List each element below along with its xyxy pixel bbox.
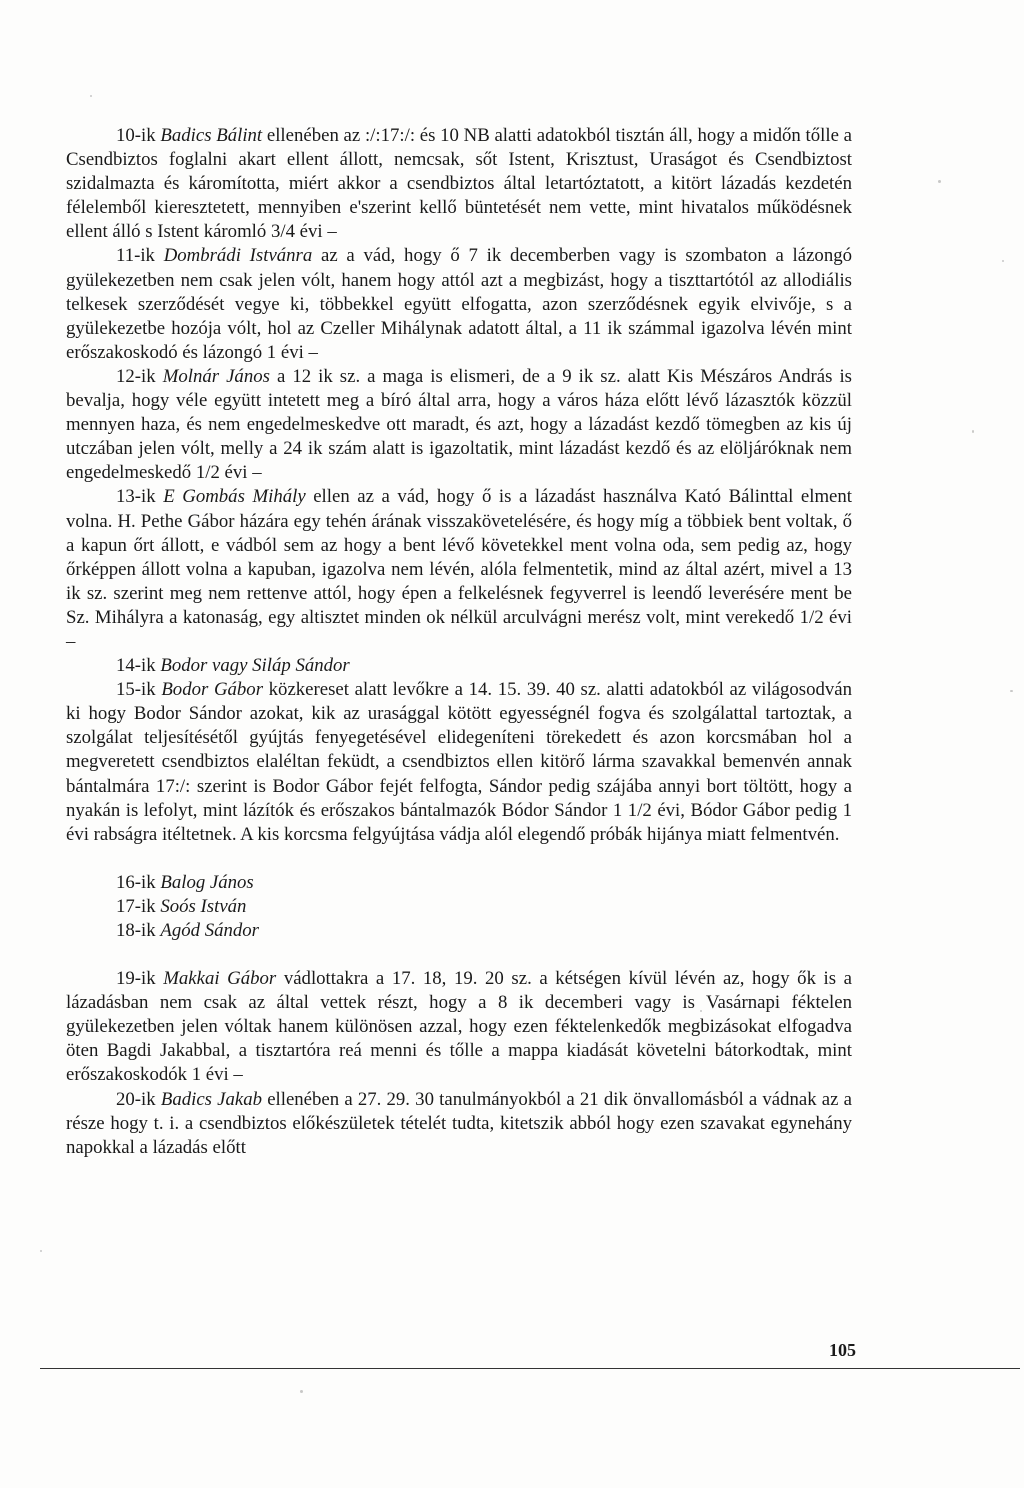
paragraph-10: [66, 124, 852, 244]
person-name: Agód Sándor: [160, 920, 259, 941]
paragraph-text: vádlottakra a 17. 18, 19. 20 sz. a kétségen kívül lévén az, hogy ők is a lázadásban nem csak az által vettek részt, hogy a 8 ik decemberi vagy is Vasárnapi féktelen gyülekezetben jelen vóltak hanem különösen azzal, hogy ezen féktelenkedők megbizásokat elfogadva öten Bagdi Jakabbal, a tisztartóra reá menni és tőlle a mappa kiadását követelni bátorkodtak, mint erőszakoskodók 1 évi –: [66, 968, 853, 1086]
entry-number: 16-ik: [116, 871, 156, 893]
entry-number: 14-ik: [116, 655, 156, 677]
person-name: Makkai Gábor: [163, 968, 277, 990]
list-item: [66, 895, 852, 919]
list-item: [66, 919, 852, 943]
paragraph-text: közkereset alatt levőkre a 14. 15. 39. 40 sz. alatti adatokból az világosodván ki hogy Bodor Sándor azokat, kik az urasággal kötött egyességnél fogva és szolgálattal tartoztak, a szolgálat teljesítésétől gyújtás fenyegetésével elidegeníteni törekedett és azon korcsmában hol a megveretett csendbiztos elaléltan feküdt, a csendbiztos ellen kitörő lárma szavakkal bemenvén annak bántalmára 17:/: szerint is Bodor Gábor fejét felfogta, Sándor pedig szájába annyi bort töltött, hogy a nyakán is lefolyt, mint lázítók és erőszakos bántalmazók Bódor Sándor 1 1/2 évi, Bódor Gábor pedig 1 évi rabságra itéltetnek. A kis korcsma felgyújtása vádja alól elegendő próbák hijánya miatt felmentvén.: [66, 679, 852, 845]
person-name: Molnár János: [162, 365, 270, 387]
scan-speck: [938, 180, 941, 183]
paragraph-text: ellenében a 27. 29. 30 tanulmányokból a 21 dik önvallomásból a vádnak az a része hogy t. i. a csendbiztos előkészületek tételét tudta, kitetszik abból hogy ezen szavakat egynehány napokkal a lázadás előtt: [66, 1088, 852, 1158]
entry-number: 19-ik: [116, 968, 156, 990]
scan-speck: [972, 430, 974, 433]
person-name: Soós István: [160, 895, 247, 917]
scan-speck: [1002, 260, 1004, 262]
entry-number: 10-ik: [116, 125, 156, 146]
paragraph-text: ellen az a vád, hogy ő is a lázadást használva Kató Bálinttal elment volna. H. Pethe Gábor házára egy tehén árának visszakövetelésére, és hogy míg a többiek bent voltak, ő a kapun őrt állott, e vádból sem az hogy a bent lévő követekkel ment volna oda, sem pedig az, hogy őrképpen állott volna a kapuban, igazolva nem lévén, alóla felmentetik, mind az által azért, mivel a 13 ik sz. szerint meg nem rettenve attól, hogy épen a felkelésnek fegyverrel is leendő leverésére ment be Sz. Mihályra a katonaság, egy altisztet minden ok nélkül arculvágni merész volt, mint verekedő 1/2 évi –: [66, 486, 852, 652]
body-text: [66, 124, 852, 1160]
entry-number: 18-ik: [116, 920, 156, 941]
paragraph-20: [66, 1088, 852, 1160]
entry-number: 13-ik: [116, 486, 156, 508]
paragraph-15: [66, 678, 852, 847]
bottom-rule: [40, 1368, 1020, 1369]
scan-speck: [300, 1390, 303, 1393]
person-name: Dombrádi Istvánra: [163, 245, 313, 267]
paragraph-text: az a vád, hogy ő 7 ik decemberben vagy is szombaton a lázongó gyülekezetben nem csak jelen vólt, hanem hogy attól azt a megbizást, hogy a tiszttartótól az allodiális telkesek szerződését vegye ki, többekkel együtt elfogatta, azon szerződésnek egyik elvivője, s a gyülekezetbe hozója vólt, hol az Czeller Mihálynak adatott által, a 11 ik számmal igazolva lévén mint erőszakoskodó és lázongó 1 évi –: [66, 245, 852, 363]
scan-speck: [90, 95, 92, 97]
person-name: Balog János: [160, 871, 254, 893]
paragraph-11: [66, 244, 852, 364]
person-name: E Gombás Mihály: [163, 486, 306, 508]
entry-number: 12-ik: [116, 365, 156, 387]
paragraph-text: ellenében az :/:17:/: és 10 NB alatti adatokból tisztán áll, hogy a midőn tőlle a Csendbiztos foglalni akart ellent állott, nemcsak, sőt Istent, Krisztust, Uraságot és Csendbiztost szidalmazta és káromította, miért akkor a csendbiztos által letartóztatott, a kitört lázadás kezdetén félelemből kieresztetett, mennyiben e'szerint kellő büntetését nem vette, mint hivatalos működésnek ellent álló s Istent káromló 3/4 évi –: [66, 125, 852, 243]
entry-number: 11-ik: [116, 245, 155, 267]
person-name: Bodor Gábor: [161, 679, 263, 701]
list-item: [66, 871, 852, 895]
entry-number: 17-ik: [116, 895, 156, 917]
entry-number: 20-ik: [116, 1088, 156, 1110]
scan-speck: [700, 1010, 702, 1012]
person-name: Bodor vagy Siláp Sándor: [160, 655, 350, 677]
person-name: Badics Jakab: [160, 1088, 262, 1110]
paragraph-12: [66, 365, 852, 485]
scan-speck: [40, 1250, 42, 1252]
name-list: [66, 871, 852, 943]
page-number: 105: [829, 1340, 856, 1360]
paragraph-14: [66, 654, 852, 678]
scan-speck: [1010, 690, 1013, 692]
paragraph-13: [66, 485, 852, 654]
paragraph-text: a 12 ik sz. a maga is elismeri, de a 9 ik sz. alatt Kis Mészáros András is bevalja, hogy véle együtt intetett meg a bíró által arra, hogy a város háza előtt lévő lázasztók közzül mennyen haza, és nem engedelmeskedve ott maradt, és azt, hogy a lázadást kezdő tömegben az kis új utczában jelen vólt, melly a 24 ik szám alatt is igazoltatik, mint lázadást kezdő és az elöljáróknak nem engedelmeskedő 1/2 évi –: [66, 365, 852, 484]
entry-number: 15-ik: [116, 679, 156, 701]
paragraph-19: [66, 967, 852, 1087]
person-name: Badics Bálint: [160, 125, 263, 146]
